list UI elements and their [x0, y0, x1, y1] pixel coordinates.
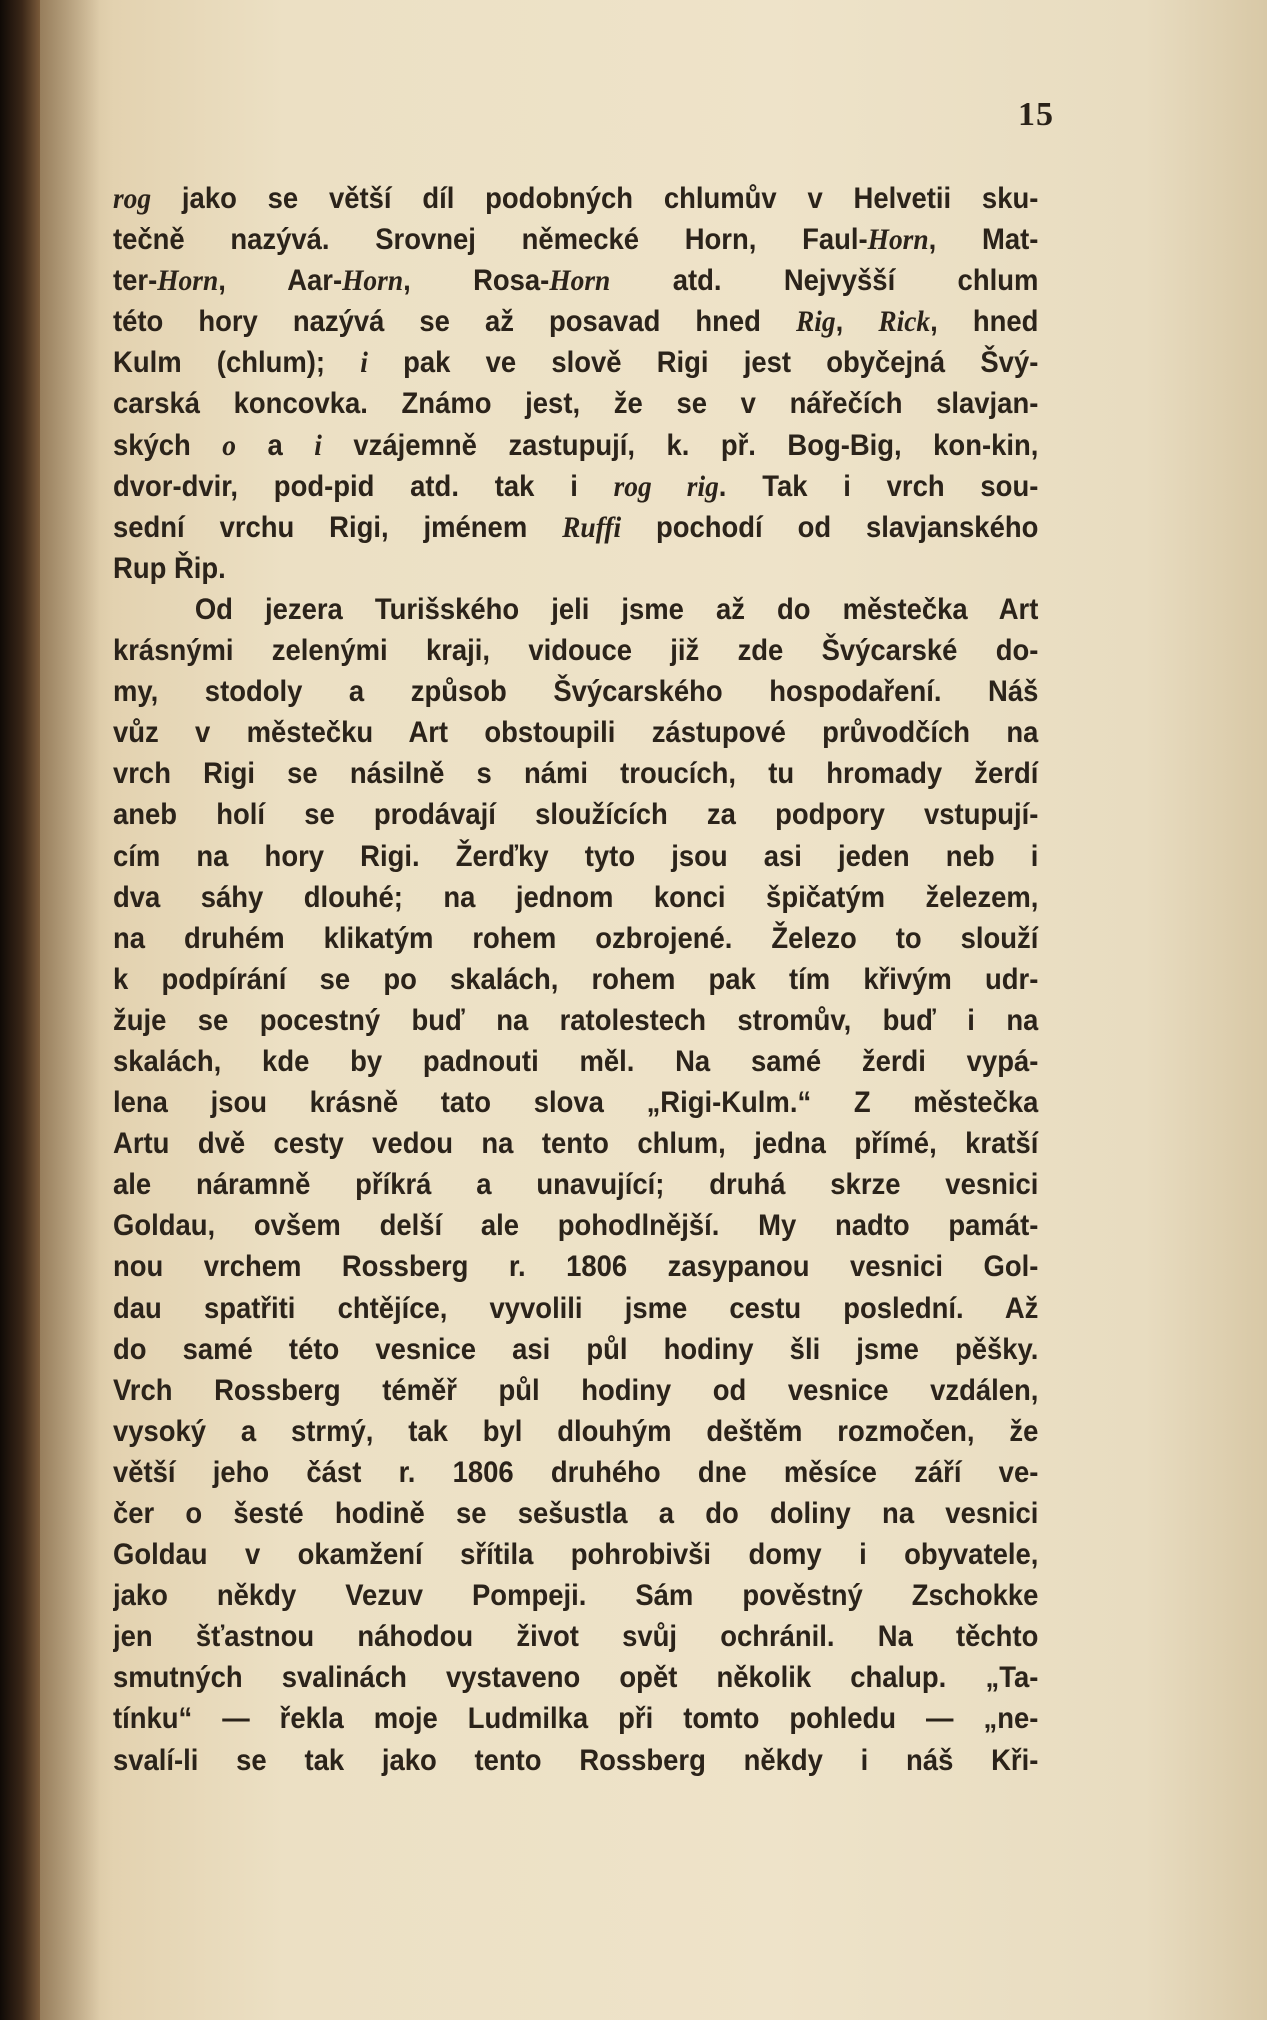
text-line [113, 959, 1038, 1000]
text-run: dau spatřiti chtějíce, vyvolili jsme cestu poslední. Až [113, 1291, 1039, 1325]
text-run: tečně nazývá. Srovnej německé Horn, Faul- [113, 223, 868, 257]
text-line [113, 1575, 1038, 1616]
text-run: atd. Nejvyšší chlum [610, 264, 1039, 298]
text-run: čer o šesté hodině se sešustla a do doliny na vesnici [113, 1497, 1039, 1530]
text-run: větší jeho část r. 1806 druhého dne měsíce září ve- [113, 1455, 1039, 1489]
italic-word: i [314, 429, 322, 462]
text-run: Od jezera Turišského jeli jsme až do městečka Art [194, 592, 1039, 626]
text-line [113, 1493, 1038, 1534]
text-line [113, 836, 1038, 877]
italic-word: o [222, 429, 237, 462]
text-line [113, 342, 1038, 383]
text-run: ale náramně příkrá a unavující; druhá skrze vesnici [113, 1168, 1039, 1202]
text-run: nou vrchem Rossberg r. 1806 zasypanou vesnici Gol- [113, 1250, 1039, 1284]
page-number: 15 [1018, 96, 1054, 133]
italic-word: Horn [342, 265, 404, 298]
text-run: , Mat- [928, 223, 1039, 257]
text-line [113, 589, 1038, 630]
text-line [113, 1411, 1038, 1452]
text-line [113, 1534, 1038, 1575]
text-line [113, 1000, 1038, 1041]
text-line [113, 260, 1038, 301]
text-line [113, 507, 1038, 548]
text-line [113, 1657, 1038, 1698]
text-line [113, 671, 1038, 712]
text-run: carská koncovka. Známo jest, že se v nářečích slavjan- [113, 387, 1039, 421]
text-run: jen šťastnou náhodou život svůj ochránil. Na těchto [113, 1620, 1039, 1654]
italic-word: Horn [549, 265, 611, 298]
text-line [113, 877, 1038, 918]
text-run: krásnými zelenými kraji, vidouce již zde Švýcarské do- [113, 634, 1039, 668]
text-run: této hory nazývá se až posavad hned [113, 305, 796, 339]
text-line [113, 383, 1038, 424]
text-run: dva sáhy dlouhé; na jednom konci špičatým železem, [113, 880, 1039, 914]
text-run: jako někdy Vezuv Pompeji. Sám pověstný Zschokke [113, 1579, 1039, 1613]
italic-word: Horn [157, 265, 219, 298]
italic-word: rog rig [613, 470, 719, 503]
text-line [113, 301, 1038, 342]
text-run: , hned [930, 305, 1039, 339]
text-line [113, 425, 1038, 466]
text-line [113, 1370, 1038, 1411]
text-line [113, 1041, 1038, 1082]
italic-word: Horn [867, 224, 929, 257]
text-run: svalí-li se tak jako tento Rossberg někdy i náš Kři- [113, 1743, 1039, 1777]
text-line [113, 1740, 1038, 1781]
text-run: vzájemně zastupují, k. př. Bog-Big, kon-kin, [321, 428, 1039, 462]
text-run: Artu dvě cesty vedou na tento chlum, jedna přímé, kratší [113, 1127, 1039, 1161]
text-run: , [835, 305, 879, 339]
text-line [113, 178, 1038, 219]
text-run: k podpírání se po skalách, rohem pak tím křivým udr- [113, 962, 1039, 996]
text-run: pak ve slově Rigi jest obyčejná Švý- [367, 346, 1039, 380]
body-text [113, 178, 1039, 1781]
text-run: vrch Rigi se násilně s námi troucích, tu hromady žerdí [113, 757, 1039, 791]
scan-edge [0, 0, 40, 2020]
text-run: na druhém klikatým rohem ozbrojené. Železo to slouží [113, 921, 1039, 955]
text-run: cím na hory Rigi. Žerďky tyto jsou asi jeden neb i [113, 839, 1039, 873]
text-line [113, 1205, 1038, 1246]
text-run: Goldau, ovšem delší ale pohodlnější. My nadto památ- [113, 1209, 1039, 1243]
text-line [113, 548, 1038, 589]
text-line [113, 219, 1038, 260]
text-run: tínku“ — řekla moje Ludmilka při tomto pohledu — „ne- [113, 1702, 1039, 1736]
text-line [113, 794, 1038, 835]
text-run: , Rosa- [403, 264, 550, 298]
text-line [113, 1329, 1038, 1370]
text-run: Vrch Rossberg téměř půl hodiny od vesnice vzdálen, [113, 1373, 1039, 1407]
text-run: vysoký a strmý, tak byl dlouhým deštěm rozmočen, že [113, 1414, 1039, 1448]
italic-word: Ruffi [562, 511, 622, 544]
text-run: smutných svalinách vystaveno opět několik chalup. „Ta- [113, 1661, 1039, 1695]
text-line [113, 1246, 1038, 1287]
italic-word: Rick [878, 306, 931, 339]
text-run: žuje se pocestný buď na ratolestech stromův, buď i na [113, 1003, 1039, 1037]
text-run: sední vrchu Rigi, jménem [113, 510, 563, 544]
text-run: lena jsou krásně tato slova „Rigi-Kulm.“ Z městečka [113, 1086, 1039, 1120]
text-run: , Aar- [218, 264, 343, 298]
text-line [113, 1123, 1038, 1164]
text-run: do samé této vesnice asi půl hodiny šli jsme pěšky. [113, 1332, 1039, 1366]
text-run: jako se větší díl podobných chlumův v Helvetii sku- [151, 182, 1039, 215]
text-line [113, 466, 1038, 507]
gutter-shade [40, 0, 100, 2020]
text-line [113, 1616, 1038, 1657]
text-run: ských [113, 428, 223, 462]
text-run: my, stodoly a způsob Švýcarského hospodaření. Náš [113, 675, 1039, 709]
text-run: a [236, 428, 315, 462]
italic-word: i [360, 347, 368, 380]
text-run: Goldau v okamžení sřítila pohrobivši domy i obyvatele, [113, 1538, 1039, 1572]
text-line [113, 753, 1038, 794]
text-line [113, 1082, 1038, 1123]
italic-word: rog [113, 183, 152, 215]
text-run: vůz v městečku Art obstoupili zástupové průvodčích na [113, 716, 1039, 750]
text-run: ter- [113, 264, 158, 298]
text-line [113, 712, 1038, 753]
text-run: Rup Řip. [113, 551, 226, 585]
text-line [113, 1452, 1038, 1493]
text-run: dvor-dvir, pod-pid atd. tak i [113, 469, 614, 503]
text-run: pochodí od slavjanského [621, 510, 1039, 544]
text-run: Kulm (chlum); [113, 346, 361, 380]
text-line [113, 918, 1038, 959]
text-run: aneb holí se prodávají sloužících za podpory vstupují- [113, 798, 1039, 832]
text-line [113, 1164, 1038, 1205]
text-line [113, 1698, 1038, 1739]
text-run: . Tak i vrch sou- [718, 469, 1039, 503]
text-line [113, 1288, 1038, 1329]
italic-word: Rig [795, 306, 836, 339]
text-run: skalách, kde by padnouti měl. Na samé žerdi vypá- [113, 1044, 1039, 1078]
text-line [113, 630, 1038, 671]
